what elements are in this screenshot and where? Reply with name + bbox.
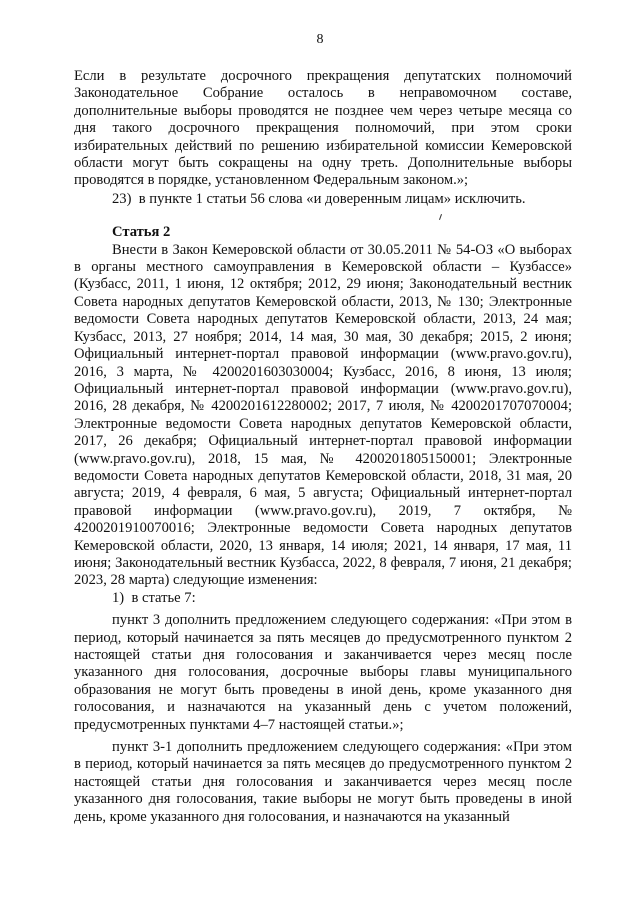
- paragraph-clause-3-1: пункт 3-1 дополнить предложением следующего содержания: «При этом в период, который начинается за пять месяцев до предусмотренного пунктом 2 настоящей статьи дня голосования и заканчивается через месяц после указанного дня голосования, такие выборы не могут быть проведены в иной день, кроме указанного дня голосования, и назначаются на указанный: [74, 739, 572, 825]
- paragraph-clause-3: пункт 3 дополнить предложением следующего содержания: «При этом в период, который начинается за пять месяцев до предусмотренного пунктом 2 настоящей статьи дня голосования и заканчивается через месяц после указанного дня голосования, досрочные выборы главы муниципального образования не могут быть проведены в иной день, кроме указанного дня голосования, и назначаются на указанный день с учетом положений, предусмотренных пунктами 4–7 настоящей статьи.»;: [74, 612, 572, 733]
- page-number: 8: [316, 32, 324, 47]
- list-item-23: 23) в пункте 1 статьи 56 слова «и доверенным лицам» исключить.: [112, 190, 526, 207]
- document-body: [74, 68, 572, 826]
- paragraph-law-amendment: Внести в Закон Кемеровской области от 30.05.2011 № 54-ОЗ «О выборах в органы местного самоуправления в Кемеровской области – Кузбассе» (Кузбасс, 2011, 1 июня, 12 октября; 2012, 29 июня; Законодательный вестник Совета народных депутатов Кемеровской области, 2013, № 130; Электронные ведомости Совета народных депутатов Кемеровской области, 2013, 24 мая; Кузбасс, 2013, 27 ноября; 2014, 14 мая, 30 мая, 30 декабря; 2015, 2 июня; Официальный интернет-портал правовой информации (www.pravo.gov.ru), 2016, 3 марта, № 4200201603030004; Кузбасс, 2016, 8 июня, 13 июля; Официальный интернет-портал правовой информации (www.pravo.gov.ru), 2016, 28 декабря, № 4200201612280002; 2017, 7 июля, № 4200201707070004; Электронные ведомости Совета народных депутатов Кемеровской области, 2017, 26 декабря; Официальный интернет-портал правовой информации (www.pravo.gov.ru), 2018, 15 мая, № 4200201805150001; Электронные ведомости Совета народных депутатов Кемеровской области, 2018, 31 мая, 20 августа; 2019, 4 февраля, 6 мая, 5 августа; Официальный интернет-портал правовой информации (www.pravo.gov.ru), 2019, 7 октября, № 4200201910070016; Электронные ведомости Совета народных депутатов Кемеровской области, 2020, 13 января, 14 июля; 2021, 14 января, 17 мая, 11 июня; Законодательный вестник Кузбасса, 2022, 8 февраля, 7 июня, 21 декабря; 2023, 28 марта) следующие изменения:: [74, 241, 572, 589]
- list-item-1: 1) в статье 7:: [112, 589, 196, 606]
- article-heading: Статья 2: [112, 224, 171, 241]
- paragraph-additional-elections: Если в результате досрочного прекращения депутатских полномочий Законодательное Собрание осталось в неправомочном составе, дополнительные выборы проводятся не позднее чем через четыре месяца со дня такого досрочного прекращения полномочий, при этом сроки избирательных действий по решению избирательной комиссии Кемеровской области могут быть сокращены на одну треть. Дополнительные выборы проводятся в порядке, установленном Федеральным законом.»;: [74, 68, 572, 189]
